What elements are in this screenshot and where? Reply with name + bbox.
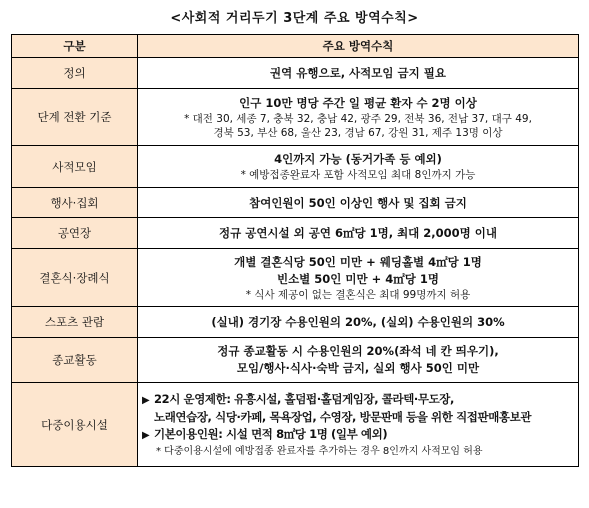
transition-main: 인구 10만 명당 주간 일 평균 환자 수 2명 이상 [239, 95, 477, 110]
row-content [138, 249, 579, 307]
row-content: (실내) 경기장 수용인원의 20%, (실외) 수용인원의 30% [138, 307, 579, 338]
row-label: 종교활동 [12, 338, 138, 383]
wedding-line-1: 개별 결혼식당 50인 미만 + 웨딩홀별 4㎡당 1명 [234, 254, 482, 269]
row-label: 정의 [12, 58, 138, 89]
private-note: * 예방접종완료자 포함 사적모임 최대 8인까지 가능 [240, 169, 476, 181]
table-row [12, 218, 579, 249]
triangle-bullet-icon: ▶ [142, 394, 150, 406]
facilities-bullet-1-cont: 노래연습장, 식당·카페, 목욕장업, 수영장, 방문판매 등을 위한 직접판매홍보관 [154, 409, 532, 424]
table-header-row [12, 35, 579, 58]
table-row [12, 307, 579, 338]
facilities-bullet-1 [142, 391, 574, 409]
table-row [12, 338, 579, 383]
table-row [12, 249, 579, 307]
row-content: 정규 공연시설 외 공연 6㎡당 1명, 최대 2,000명 이내 [138, 218, 579, 249]
wedding-line-2: 빈소별 50인 미만 + 4㎡당 1명 [276, 271, 440, 286]
transition-note-2: 경북 53, 부산 68, 울산 23, 경남 67, 강원 31, 제주 13명 이상 [213, 126, 503, 139]
header-rules: 주요 방역수칙 [138, 35, 579, 58]
row-label: 행사·집회 [12, 188, 138, 218]
religion-line-2: 모임/행사·식사·숙박 금지, 실외 행사 50인 미만 [236, 361, 480, 375]
row-label: 다중이용시설 [12, 383, 138, 467]
row-label: 공연장 [12, 218, 138, 249]
facilities-note: * 다중이용시설에 예방접종 완료자를 추가하는 경우 8인까지 사적모임 허용 [156, 445, 483, 457]
rules-table [11, 34, 579, 467]
triangle-bullet-icon: ▶ [142, 429, 150, 441]
row-content: 권역 유행으로, 사적모임 금지 필요 [138, 58, 579, 89]
facilities-bullet-2 [142, 426, 574, 444]
row-content [138, 146, 579, 188]
table-row [12, 188, 579, 218]
row-content [138, 383, 579, 467]
wedding-note: * 식사 제공이 없는 결혼식은 최대 99명까지 허용 [245, 288, 471, 301]
facilities-bullet-2-text: 기본이용인원: 시설 면적 8㎡당 1명 (일부 예외) [154, 426, 388, 441]
row-label: 스포츠 관람 [12, 307, 138, 338]
private-main: 4인까지 가능 (동거가족 등 예외) [274, 152, 442, 166]
table-row [12, 58, 579, 89]
table-row [12, 89, 579, 146]
row-label: 사적모임 [12, 146, 138, 188]
header-category: 구분 [12, 35, 138, 58]
religion-line-1: 정규 종교활동 시 수용인원의 20%(좌석 네 칸 띄우기), [217, 344, 499, 358]
transition-note-1: * 대전 30, 세종 7, 충북 32, 충남 42, 광주 29, 전북 36, 전남 37, 대구 49, [184, 112, 532, 125]
row-content [138, 338, 579, 383]
table-row [12, 146, 579, 188]
table-row [12, 383, 579, 467]
row-content [138, 89, 579, 146]
row-label: 단계 전환 기준 [12, 89, 138, 146]
row-label: 결혼식·장례식 [12, 249, 138, 307]
row-content: 참여인원이 50인 이상인 행사 및 집회 금지 [138, 188, 579, 218]
facilities-bullet-1-text: 22시 운영제한: 유흥시설, 홀덤펍·홀덤게임장, 콜라텍·무도장, [154, 391, 454, 406]
page-title: <사회적 거리두기 3단계 주요 방역수칙> [170, 11, 419, 26]
